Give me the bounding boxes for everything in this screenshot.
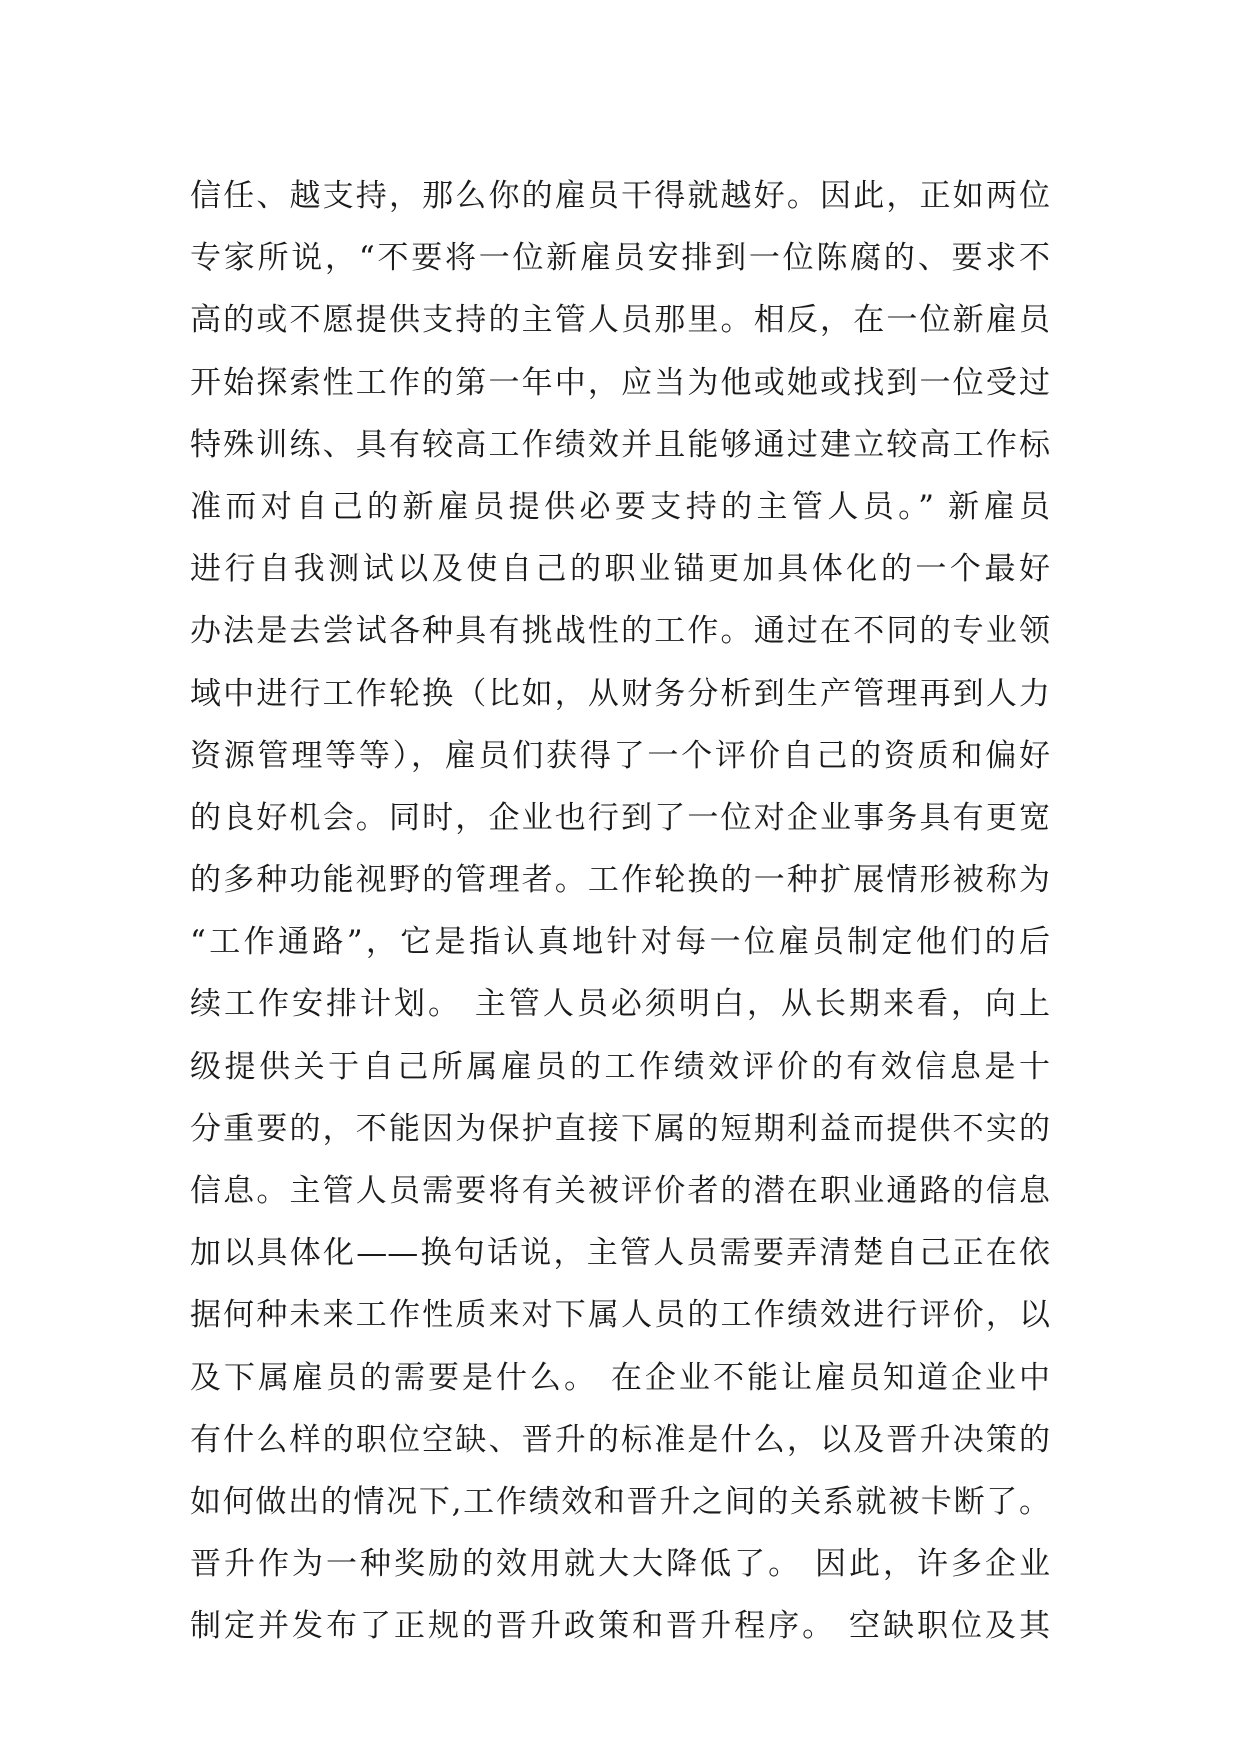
text-line: 域中进行工作轮换（比如，从财务分析到生产管理再到人力 (190, 675, 1050, 712)
text-line: 分重要的，不能因为保护直接下属的短期利益而提供不实的 (190, 1110, 1050, 1147)
text-line: 信息。主管人员需要将有关被评价者的潜在职业通路的信息 (190, 1173, 1050, 1209)
text-line: 的多种功能视野的管理者。工作轮换的一种扩展情形被称为 (190, 862, 1050, 899)
text-line: 的良好机会。同时，企业也行到了一位对企业事务具有更宽 (190, 799, 1050, 836)
text-line: 如何做出的情况下,工作绩效和晋升之间的关系就被卡断了。 (190, 1483, 1050, 1520)
text-line: 晋升作为一种奖励的效用就大大降低了。 因此，许多企业 (190, 1546, 1050, 1583)
text-line: 加以具体化——换句话说，主管人员需要弄清楚自己正在依 (190, 1235, 1050, 1272)
text-line: 续工作安排计划。 主管人员必须明白，从长期来看，向上 (190, 986, 1050, 1023)
text-line: 特殊训练、具有较高工作绩效并且能够通过建立较高工作标 (190, 426, 1050, 463)
text-line: 准而对自己的新雇员提供必要支持的主管人员。” 新雇员 (190, 488, 1050, 525)
text-line: 制定并发布了正规的晋升政策和晋升程序。 空缺职位及其 (190, 1608, 1050, 1645)
text-line: 有什么样的职位空缺、晋升的标准是什么，以及晋升决策的 (190, 1421, 1050, 1458)
text-line: 开始探索性工作的第一年中，应当为他或她或找到一位受过 (190, 364, 1050, 401)
text-line: “工作通路”，它是指认真地针对每一位雇员制定他们的后 (190, 924, 1050, 961)
text-line: 办法是去尝试各种具有挑战性的工作。通过在不同的专业领 (190, 613, 1050, 650)
text-line: 及下属雇员的需要是什么。 在企业不能让雇员知道企业中 (190, 1359, 1050, 1396)
text-line: 资源管理等等），雇员们获得了一个评价自己的资质和偏好 (190, 737, 1050, 774)
body-text (190, 165, 1050, 1658)
text-line: 据何种未来工作性质来对下属人员的工作绩效进行评价，以 (190, 1297, 1050, 1334)
text-line: 级提供关于自己所属雇员的工作绩效评价的有效信息是十 (190, 1048, 1050, 1085)
text-line: 高的或不愿提供支持的主管人员那里。相反，在一位新雇员 (190, 302, 1050, 339)
text-line: 进行自我测试以及使自己的职业锚更加具体化的一个最好 (190, 551, 1050, 588)
text-line: 专家所说，“不要将一位新雇员安排到一位陈腐的、要求不 (190, 240, 1050, 277)
text-line: 信任、越支持，那么你的雇员干得就越好。因此，正如两位 (190, 178, 1050, 214)
